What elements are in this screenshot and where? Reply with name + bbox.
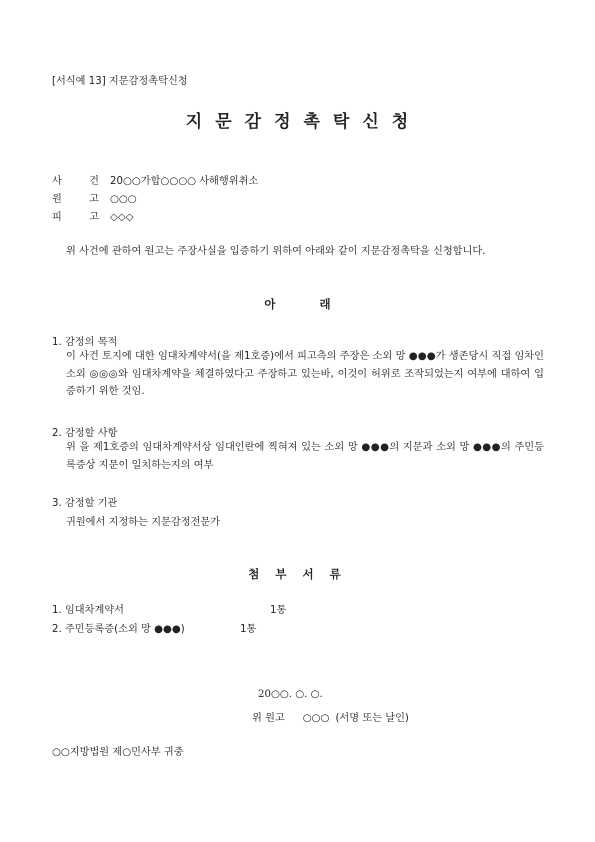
attachment-1-qty: 1통 [270, 605, 287, 616]
signer-note: (서명 또는 날인) [335, 713, 409, 724]
attachment-2-name: 2. 주민등록증(소외 망 ●●●) [52, 624, 185, 635]
attachment-1-name: 1. 임대차계약서 [52, 605, 125, 616]
recipient: ○○지방법원 제○민사부 귀중 [52, 747, 184, 758]
defendant-label: 피 고 [52, 212, 111, 223]
plaintiff-value: ○○○ [110, 194, 137, 205]
section-2-heading: 2. 감정할 사항 [52, 428, 118, 439]
plaintiff-label: 원 고 [52, 194, 111, 205]
section-2-body: 위 을 제1호증의 임대차계약서상 임대인란에 찍혀져 있는 소외 망 ●●●의 지문과 소외 망 ●●●의 주민등록증상 지문이 일치하는지의 여부 [66, 442, 544, 471]
form-label: [서식예 13] 지문감정촉탁신청 [52, 76, 188, 87]
defendant-value: ◇◇◇ [110, 212, 134, 223]
case-value: 20○○가합○○○○ 사해행위취소 [110, 176, 259, 187]
attachment-2-qty: 1통 [240, 624, 257, 635]
document-date: 20○○. ○. ○. [258, 689, 323, 700]
below-heading: 아 래 [264, 297, 331, 311]
signer-name: ○○○ [302, 713, 330, 724]
intro-text: 위 사건에 관하여 원고는 주장사실을 입증하기 위하여 아래와 같이 지문감정촉탁을 신청합니다. [66, 246, 486, 257]
attachments-heading: 첨 부 서 류 [248, 567, 347, 581]
defendant-row [52, 208, 134, 223]
page-title: 지문감정촉탁신청 [185, 112, 422, 132]
case-label: 사 건 [52, 176, 111, 187]
section-1-body: 이 사건 토지에 대한 임대차계약서(을 제1호증)에서 피고측의 주장은 소외 망 ●●●가 생존당시 직접 임차인 소외 ◎◎◎와 임대차계약을 체결하였다고 주장하고 있는바, 이것이 허위로 조작되었는지 여부에 대하여 입증하기 위한 것임. [66, 351, 544, 397]
signer-prefix: 위 원고 [252, 713, 285, 724]
section-3-heading: 3. 감정할 기관 [52, 498, 118, 509]
signature-line [252, 709, 409, 724]
section-1-heading: 1. 감정의 목적 [52, 337, 118, 348]
plaintiff-row [52, 190, 137, 205]
case-row [52, 172, 258, 187]
section-3-body: 귀원에서 지정하는 지문감정전문가 [66, 517, 221, 528]
